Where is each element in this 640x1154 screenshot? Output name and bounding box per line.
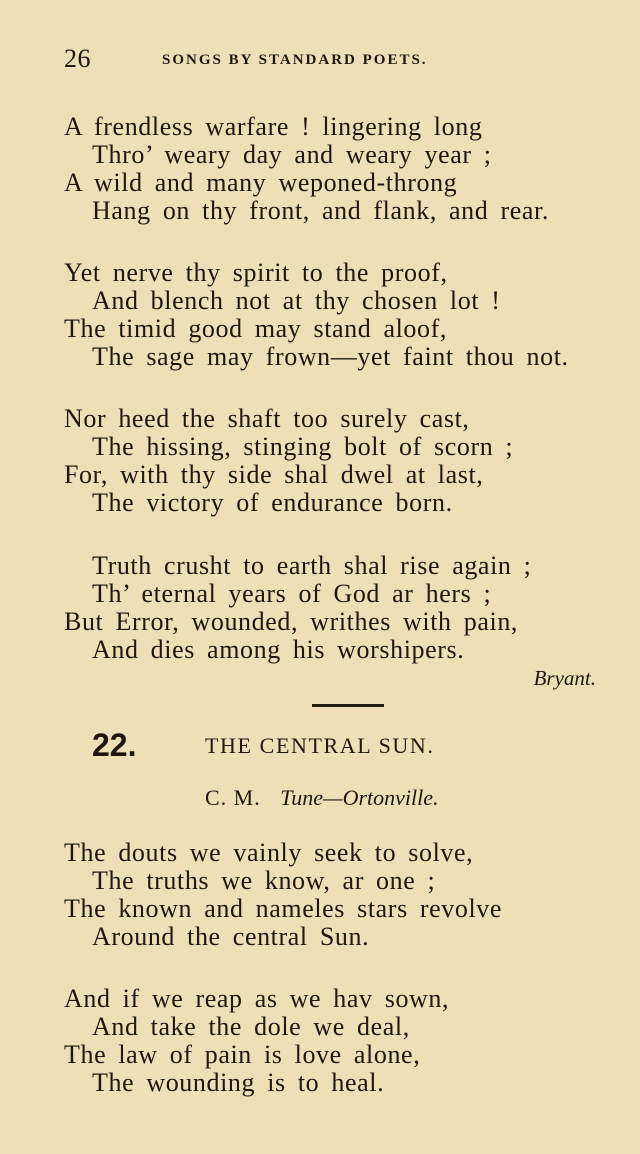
verse-line: And dies among his worshipers.	[92, 635, 465, 664]
verse-line: Thro’ weary day and weary year ;	[92, 140, 492, 169]
stanza-1	[64, 113, 624, 225]
tune-name: Tune—Ortonville.	[280, 785, 439, 810]
hymn-stanza-1	[64, 839, 624, 951]
verse-line: The law of pain is love alone,	[64, 1040, 421, 1069]
verse-line: And blench not at thy chosen lot !	[92, 286, 501, 315]
verse-line: A wild and many weponed-throng	[64, 168, 458, 197]
verse-line: Th’ eternal years of God ar hers ;	[92, 579, 492, 608]
stanza-4	[64, 552, 624, 664]
verse-line: Hang on thy front, and flank, and rear.	[92, 196, 549, 225]
verse-line: The victory of endurance born.	[92, 488, 453, 517]
stanza-2	[64, 259, 624, 371]
section-divider	[312, 704, 384, 707]
page-number: 26	[64, 44, 91, 73]
page-header	[64, 44, 524, 76]
attribution: Bryant.	[533, 666, 596, 690]
verse-line: But Error, wounded, writhes with pain,	[64, 607, 519, 636]
verse-line: Yet nerve thy spirit to the proof,	[64, 258, 448, 287]
verse-line: For, with thy side shal dwel at last,	[64, 460, 484, 489]
verse-line: A frendless warfare ! lingering long	[64, 112, 483, 141]
hymn-title: THE CENTRAL SUN.	[205, 733, 435, 758]
meter: C. M.	[205, 785, 261, 810]
verse-line: The hissing, stinging bolt of scorn ;	[92, 432, 514, 461]
verse-line: Nor heed the shaft too surely cast,	[64, 404, 470, 433]
verse-line: The timid good may stand aloof,	[64, 314, 447, 343]
verse-line: The sage may frown—yet faint thou not.	[92, 342, 569, 371]
verse-line: The douts we vainly seek to solve,	[64, 838, 474, 867]
verse-line: The wounding is to heal.	[92, 1068, 385, 1097]
meter-line	[205, 785, 439, 811]
verse-line: The truths we know, ar one ;	[92, 866, 436, 895]
verse-line: And if we reap as we hav sown,	[64, 984, 450, 1013]
verse-line: Around the central Sun.	[92, 922, 370, 951]
hymn-stanza-2	[64, 985, 624, 1097]
verse-line: Truth crusht to earth shal rise again ;	[92, 551, 532, 580]
running-head: SONGS BY STANDARD POETS.	[162, 52, 428, 68]
hymn-number: 22.	[92, 727, 137, 763]
verse-line: And take the dole we deal,	[92, 1012, 410, 1041]
verse-line: The known and nameles stars revolve	[64, 894, 503, 923]
stanza-3	[64, 405, 624, 517]
